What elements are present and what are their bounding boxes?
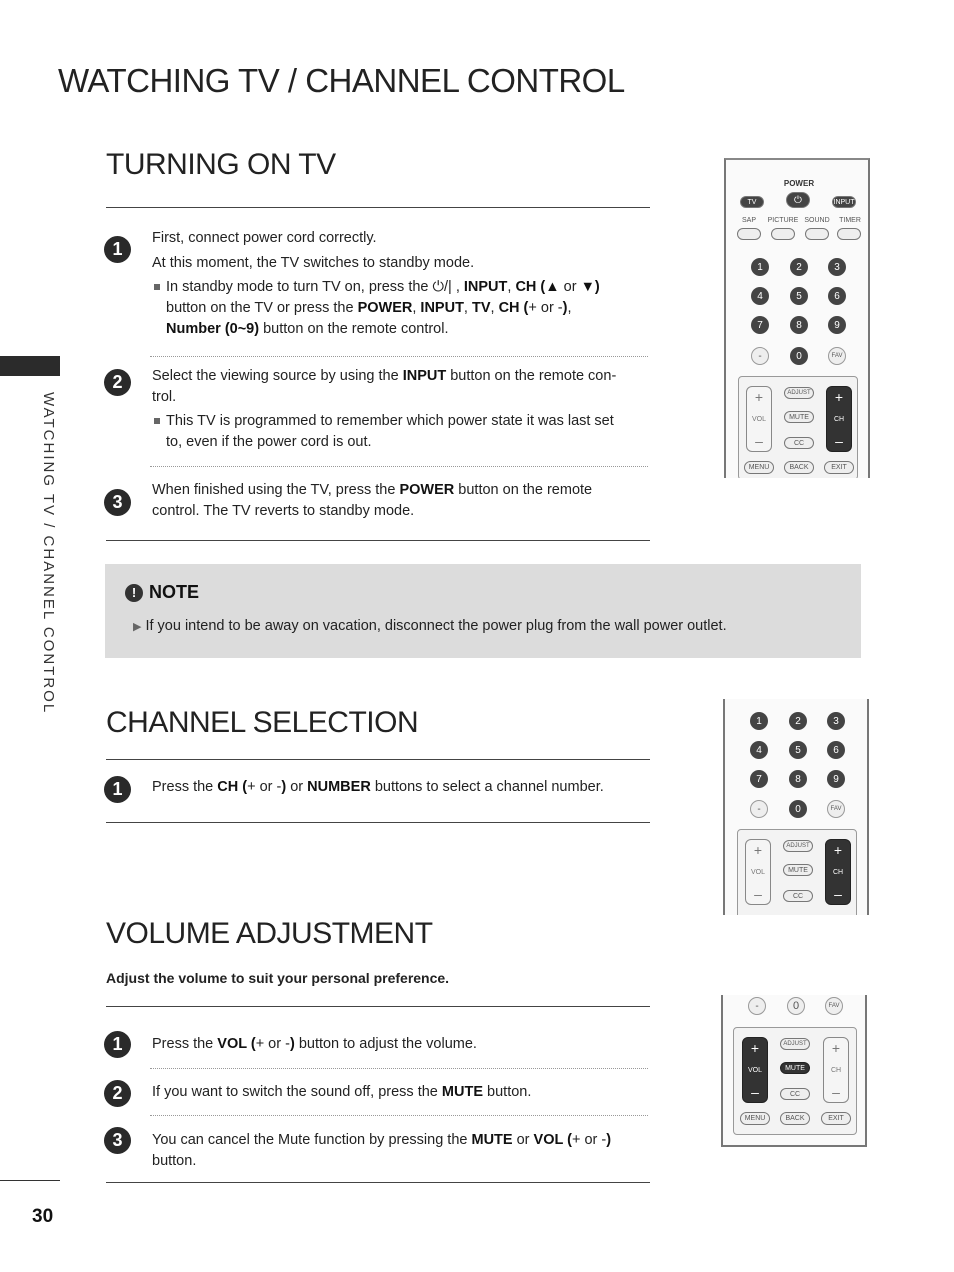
bullet-text: , xyxy=(463,300,468,316)
step-bullet xyxy=(154,411,648,453)
page-title: WATCHING TV / CHANNEL CONTROL xyxy=(58,62,625,99)
remote-ch-label: CH xyxy=(832,868,844,876)
step-text xyxy=(152,777,648,798)
key-ch: CH ( xyxy=(498,300,529,316)
step-text-part: + or - xyxy=(571,1132,607,1148)
step-text xyxy=(152,1130,648,1172)
remote-digit-button: 4 xyxy=(750,741,768,759)
key-mute: MUTE xyxy=(471,1132,513,1148)
remote-illustration-volume xyxy=(721,995,867,1147)
key-power: POWER xyxy=(357,300,413,316)
key-vol: VOL ( xyxy=(217,1036,256,1052)
remote-digit-button: 6 xyxy=(828,287,846,305)
remote-illustration-channel xyxy=(723,699,869,915)
remote-vol-label: VOL xyxy=(750,868,765,876)
remote-fav-button: FAV xyxy=(828,347,846,365)
plus-icon: + xyxy=(831,1040,841,1056)
key-vol-close: ) xyxy=(289,1036,295,1052)
plus-icon: + xyxy=(833,842,843,858)
remote-vol-label: VOL xyxy=(747,1066,762,1074)
remote-cc-button: CC xyxy=(780,1088,810,1100)
plus-icon: + xyxy=(754,389,764,405)
dotted-divider xyxy=(150,356,648,357)
key-input: INPUT xyxy=(420,300,464,316)
minus-icon: – xyxy=(835,433,843,449)
remote-menu-button: MENU xyxy=(744,461,774,474)
dotted-divider xyxy=(150,1068,648,1069)
key-ch-down: ▼) xyxy=(580,279,600,295)
remote-ch-rocker xyxy=(825,839,851,905)
remote-ch-label: CH xyxy=(833,415,845,423)
remote-digit-button: 2 xyxy=(790,258,808,276)
step-number: 2 xyxy=(104,369,131,396)
section-rule xyxy=(106,207,650,208)
key-ch-close: ) xyxy=(562,300,568,316)
key-input: INPUT xyxy=(402,368,447,384)
key-number: Number (0~9) xyxy=(166,321,260,337)
triangle-bullet-icon: ▶ xyxy=(133,621,142,633)
section-title-turning-on: TURNING ON TV xyxy=(106,148,336,181)
step-number: 3 xyxy=(104,489,131,516)
remote-vol-label: VOL xyxy=(751,415,766,423)
step-text-part: + or - xyxy=(255,1036,290,1052)
key-vol: VOL ( xyxy=(533,1132,572,1148)
dotted-divider xyxy=(150,1115,648,1116)
remote-digit-button: 8 xyxy=(789,770,807,788)
remote-fav-button: FAV xyxy=(825,997,843,1015)
step-text-part: + or - xyxy=(247,779,282,795)
remote-digit-button: 0 xyxy=(790,347,808,365)
key-ch-close: ) xyxy=(281,779,287,795)
bullet-text: button on the remote control. xyxy=(263,321,449,337)
remote-fav-button: FAV xyxy=(827,800,845,818)
section-title-channel: CHANNEL SELECTION xyxy=(106,706,419,739)
key-tv: TV xyxy=(471,300,491,316)
step-text-part: button. xyxy=(152,1153,197,1169)
remote-ch-rocker xyxy=(826,386,852,452)
remote-mute-button: MUTE xyxy=(784,411,814,423)
step-text-part: or xyxy=(290,779,304,795)
step-text-part: Select the viewing source by using the xyxy=(152,368,399,384)
section-rule xyxy=(106,540,650,541)
dotted-divider xyxy=(150,466,648,467)
remote-cc-button: CC xyxy=(783,890,813,902)
power-symbol-icon: ⏻/| xyxy=(432,279,452,295)
step-text-part: or xyxy=(516,1132,530,1148)
step-number: 3 xyxy=(104,1127,131,1154)
remote-digit-button: 5 xyxy=(789,741,807,759)
minus-icon: – xyxy=(834,886,842,902)
key-ch-up: CH (▲ xyxy=(515,279,560,295)
bullet-text: This TV is programmed to remember which power state it was last set xyxy=(166,413,614,429)
remote-digit-button: 7 xyxy=(751,316,769,334)
step-text-part: button to adjust the volume. xyxy=(298,1036,477,1052)
step-number: 1 xyxy=(104,236,131,263)
key-vol-close: ) xyxy=(606,1132,612,1148)
key-power: POWER xyxy=(399,482,455,498)
step-text-part: buttons to select a channel number. xyxy=(374,779,604,795)
remote-digit-button: 5 xyxy=(790,287,808,305)
step-text: First, connect power cord correctly. xyxy=(152,230,377,246)
step-text-part: trol. xyxy=(152,389,177,405)
note-label: NOTE xyxy=(149,582,200,602)
key-mute: MUTE xyxy=(441,1084,483,1100)
step-text-part: When finished using the TV, press the xyxy=(152,482,396,498)
key-ch: CH ( xyxy=(217,779,248,795)
remote-vol-rocker xyxy=(742,1037,768,1103)
remote-digit-button: 3 xyxy=(827,712,845,730)
remote-menu-button: MENU xyxy=(740,1112,770,1125)
step-text xyxy=(152,480,648,522)
remote-sound-button xyxy=(805,228,829,240)
side-tab-marker xyxy=(0,356,60,376)
remote-ch-label: CH xyxy=(830,1066,842,1074)
section-rule xyxy=(106,759,650,760)
step-text xyxy=(152,366,648,408)
remote-mute-button: MUTE xyxy=(780,1062,810,1074)
remote-digit-button: 2 xyxy=(789,712,807,730)
plus-icon: + xyxy=(834,389,844,405)
bullet-text: , xyxy=(567,300,572,316)
remote-sap-label: SAP xyxy=(741,217,756,224)
bullet-text: , xyxy=(490,300,495,316)
remote-input-button: INPUT xyxy=(832,196,856,208)
key-input: INPUT xyxy=(463,279,508,295)
minus-icon: – xyxy=(754,886,762,902)
remote-digit-button: 7 xyxy=(750,770,768,788)
step-text-part: button. xyxy=(487,1084,532,1100)
key-number: NUMBER xyxy=(307,779,371,795)
bullet-text: or xyxy=(563,279,577,295)
remote-dash-button: - xyxy=(750,800,768,818)
note-box xyxy=(105,564,861,658)
remote-back-button: BACK xyxy=(780,1112,810,1125)
section-rule xyxy=(106,1182,650,1183)
remote-digit-button: 8 xyxy=(790,316,808,334)
remote-picture-label: PICTURE xyxy=(767,217,799,224)
remote-digit-button: 6 xyxy=(827,741,845,759)
remote-digit-button: 0 xyxy=(789,800,807,818)
side-section-label: WATCHING TV / CHANNEL CONTROL xyxy=(40,392,57,715)
section-rule xyxy=(106,1006,650,1007)
step-text-part: Press the xyxy=(152,1036,214,1052)
minus-icon: – xyxy=(751,1084,759,1100)
step-text-part: If you want to switch the sound off, press the xyxy=(152,1084,438,1100)
remote-digit-button: 0 xyxy=(787,997,805,1015)
exclamation-icon: ! xyxy=(125,584,143,602)
step-text-part: button on the remote xyxy=(458,482,593,498)
step-bullet xyxy=(154,277,648,340)
bullet-text: , xyxy=(412,300,417,316)
remote-back-button: BACK xyxy=(784,461,814,474)
remote-exit-button: EXIT xyxy=(824,461,854,474)
section-title-volume: VOLUME ADJUSTMENT xyxy=(106,917,433,950)
remote-tv-button: TV xyxy=(740,196,764,208)
step-number: 2 xyxy=(104,1080,131,1107)
remote-sap-button xyxy=(737,228,761,240)
remote-vol-rocker xyxy=(746,386,772,452)
note-body: If you intend to be away on vacation, disconnect the power plug from the wall power outlet. xyxy=(145,618,727,634)
step-text-part: You can cancel the Mute function by pressing the xyxy=(152,1132,468,1148)
power-button-icon: ⏻ xyxy=(786,192,810,208)
remote-digit-button: 1 xyxy=(750,712,768,730)
remote-adjust-button: ADJUST xyxy=(780,1038,810,1050)
minus-icon: – xyxy=(755,433,763,449)
step-text: At this moment, the TV switches to standby mode. xyxy=(152,255,475,271)
bullet-square-icon xyxy=(154,418,160,424)
bullet-square-icon xyxy=(154,284,160,290)
remote-adjust-button: ADJUST xyxy=(784,387,814,399)
remote-adjust-button: ADJUST xyxy=(783,840,813,852)
remote-illustration-power xyxy=(724,158,870,478)
remote-power-label: POWER xyxy=(783,179,815,188)
bullet-text: to, even if the power cord is out. xyxy=(166,434,372,450)
note-text xyxy=(133,618,727,634)
step-number: 1 xyxy=(104,1031,131,1058)
remote-dash-button: - xyxy=(751,347,769,365)
remote-timer-button xyxy=(837,228,861,240)
bullet-text: , xyxy=(507,279,512,295)
remote-digit-button: 9 xyxy=(828,316,846,334)
step-number: 1 xyxy=(104,776,131,803)
remote-sound-label: SOUND xyxy=(804,217,830,224)
plus-icon: + xyxy=(753,842,763,858)
section-subtitle: Adjust the volume to suit your personal preference. xyxy=(106,970,450,986)
remote-digit-button: 9 xyxy=(827,770,845,788)
remote-timer-label: TIMER xyxy=(839,217,861,224)
remote-mute-button: MUTE xyxy=(783,864,813,876)
bullet-text: , xyxy=(455,279,460,295)
remote-vol-rocker xyxy=(745,839,771,905)
bullet-text: button on the TV or press the xyxy=(166,300,354,316)
remote-ch-rocker xyxy=(823,1037,849,1103)
remote-picture-button xyxy=(771,228,795,240)
step-text-part: button on the remote con- xyxy=(450,368,617,384)
section-rule xyxy=(106,822,650,823)
remote-digit-button: 3 xyxy=(828,258,846,276)
remote-digit-button: 1 xyxy=(751,258,769,276)
bullet-text: + or - xyxy=(528,300,563,316)
remote-exit-button: EXIT xyxy=(821,1112,851,1125)
step-text xyxy=(152,1034,648,1055)
step-text-part: control. The TV reverts to standby mode. xyxy=(152,503,415,519)
bullet-text: In standby mode to turn TV on, press the xyxy=(166,279,429,295)
step-text-part: Press the xyxy=(152,779,214,795)
plus-icon: + xyxy=(750,1040,760,1056)
remote-dash-button: - xyxy=(748,997,766,1015)
page-number: 30 xyxy=(32,1206,54,1227)
note-header xyxy=(125,582,199,603)
step-text xyxy=(152,1082,648,1103)
minus-icon: – xyxy=(832,1084,840,1100)
footer-divider xyxy=(0,1180,60,1181)
remote-cc-button: CC xyxy=(784,437,814,449)
remote-digit-button: 4 xyxy=(751,287,769,305)
